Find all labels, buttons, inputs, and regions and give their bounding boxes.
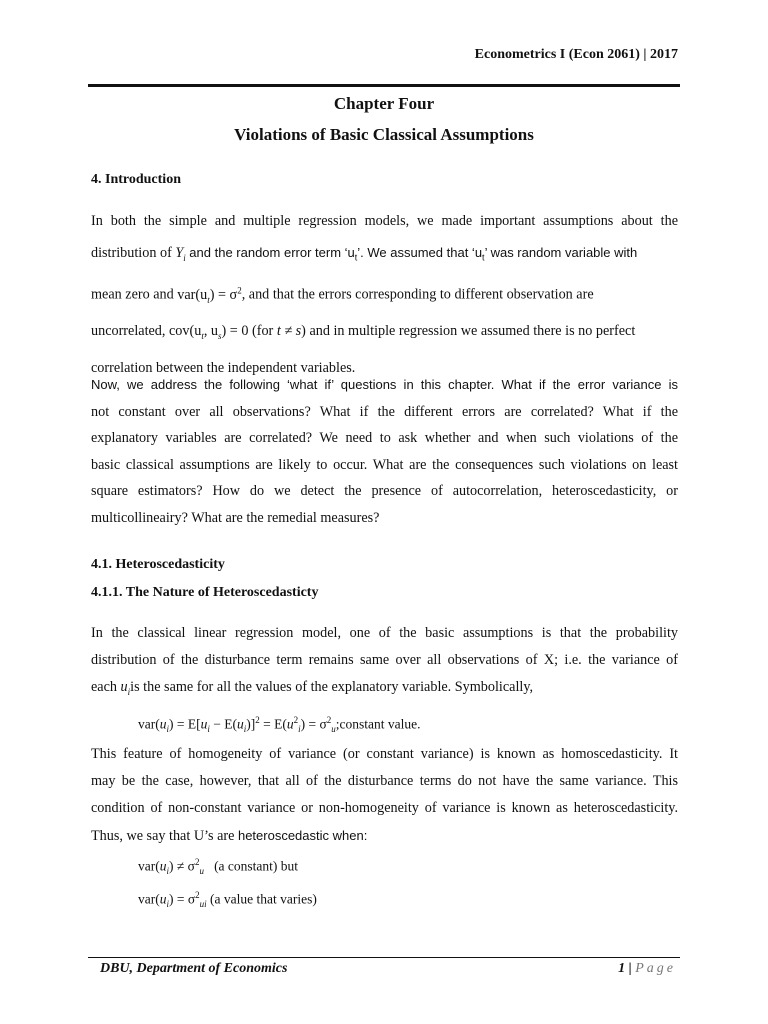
covariance-formula: $cov(u_t$, $u_s) = 0$ <box>169 323 249 342</box>
text-line: basic classical assumptions are likely to occur. What are the consequences such violations on least <box>91 456 678 473</box>
intro-paragraph-2 <box>91 372 678 531</box>
nature-paragraph-1 <box>91 620 678 706</box>
text-line: Now, we address the following ‘what if’ questions in this chapter. What if the error variance is <box>91 377 678 392</box>
text-line: condition of non-constant variance or non-homogeneity of variance is known as heteroscedasticity. <box>91 800 678 816</box>
subsection-heading-nature: 4.1.1. The Nature of Heteroscedasticty <box>91 585 319 600</box>
text-line: In the classical linear regression model, one of the basic assumptions is that the probability <box>91 625 678 641</box>
text-line: each $u_iis$ the same for all the values of the explanatory variable. Symbolically, <box>91 679 534 697</box>
text-line: In both the simple and multiple regression models, we made important assumptions about the <box>91 213 678 229</box>
text-line: uncorrelated, $cov(u_t$, $u_s) = 0$ (for t ≠ s) and in multiple regression we assumed there is no perfect <box>91 323 636 342</box>
text-line: not constant over all observations? What if the different errors are correlated? What if the <box>91 403 678 420</box>
section-heading-introduction: 4. Introduction <box>91 172 181 187</box>
text-line: may be the case, however, that all of the disturbance terms do not have the same variance. This <box>91 773 678 789</box>
nature-paragraph-2 <box>91 741 678 850</box>
footer-department: DBU, Department of Economics <box>100 961 288 976</box>
footer-divider <box>88 957 680 958</box>
equation-constant-variance: $var(u_i) \ne \sigma^2_u$ (a constant) but <box>138 857 299 877</box>
equation-varying-variance: $var(u_i) = \sigma^2_{ui}$ (a value that varies) <box>138 890 317 910</box>
header-divider <box>88 84 680 87</box>
text-line: mean zero and $var(u_t) = \sigma^2$, and that the errors corresponding to different observation are <box>91 284 594 305</box>
text-line: distribution of $Y_i$ and the random error term ‘$u_t$’. We assumed that ‘$u_t$’ was random variable with <box>91 245 638 263</box>
text-line: square estimators? How do we detect the presence of autocorrelation, heteroscedasticity, or <box>91 483 678 499</box>
text-line: This feature of homogeneity of variance (or constant variance) is known as homoscedasticity. It <box>91 746 678 762</box>
text-line: distribution of the disturbance term remains same over all observations of X; i.e. the variance of <box>91 652 678 668</box>
text-line: correlation between the independent variables. <box>91 360 356 377</box>
section-heading-heteroscedasticity: 4.1. Heteroscedasticity <box>91 557 225 572</box>
variance-formula: $var(u_t) = \sigma^2$ <box>177 284 242 305</box>
intro-paragraph-1 <box>91 205 678 384</box>
text-line: Thus, we say that U’s are heteroscedastic when: <box>91 828 368 844</box>
text-line: multicollineairy? What are the remedial measures? <box>91 509 380 526</box>
footer-page-number: 1 | Page <box>618 961 676 976</box>
text-line: explanatory variables are correlated? We need to ask whether and when such violations of the <box>91 430 678 446</box>
chapter-title: Violations of Basic Classical Assumptions <box>234 125 534 144</box>
chapter-number: Chapter Four <box>333 94 435 113</box>
equation-homoscedastic-variance: $var(u_i) = E[u_i - E(u_i)]^2 = E(u^2_i)$ = $\sigma^2_u;constant$ value. <box>138 715 421 735</box>
running-header: Econometrics I (Econ 2061) | 2017 <box>474 47 678 62</box>
